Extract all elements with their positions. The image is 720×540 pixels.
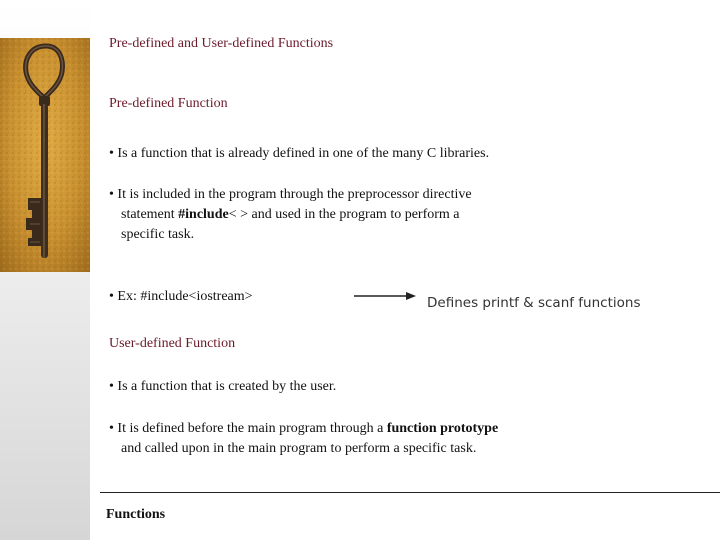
arrow-right-icon — [354, 289, 416, 303]
userdefined-bullet-1: • Is a function that is created by the user. — [109, 379, 337, 394]
predefined-heading: Pre-defined Function — [109, 96, 228, 111]
function-prototype-keyword: function prototype — [386, 421, 499, 436]
line2-after: < > and used in the program to perform a — [228, 207, 460, 222]
predefined-bullet-2-line3: specific task. — [121, 227, 195, 242]
slide-title: Pre-defined and User-defined Functions — [109, 36, 334, 51]
predefined-bullet-2-line2 — [109, 205, 539, 225]
userdefined-bullet-2-line2: and called upon in the main program to perform a specific task. — [121, 441, 477, 456]
userdefined-heading: User-defined Function — [109, 336, 236, 351]
example-note: Defines printf & scanf functions — [427, 295, 641, 311]
predefined-bullet-1: • Is a function that is already defined in one of the many C libraries. — [109, 146, 490, 161]
predefined-bullet-2-line1: • It is included in the program through the preprocessor directive — [109, 187, 472, 202]
userdefined-bullet-2 — [109, 419, 579, 459]
include-keyword: #include — [178, 207, 229, 222]
predefined-bullet-2 — [109, 185, 539, 245]
antique-key-photo — [0, 38, 90, 272]
line1-before: • It is defined before the main program through a — [109, 421, 387, 436]
example-bullet: • Ex: #include<iostream> — [109, 289, 253, 304]
userdefined-bullet-2-line1 — [109, 421, 498, 436]
line2-before: statement — [121, 207, 179, 222]
footer-divider — [100, 492, 720, 493]
footer-label: Functions — [106, 507, 166, 522]
